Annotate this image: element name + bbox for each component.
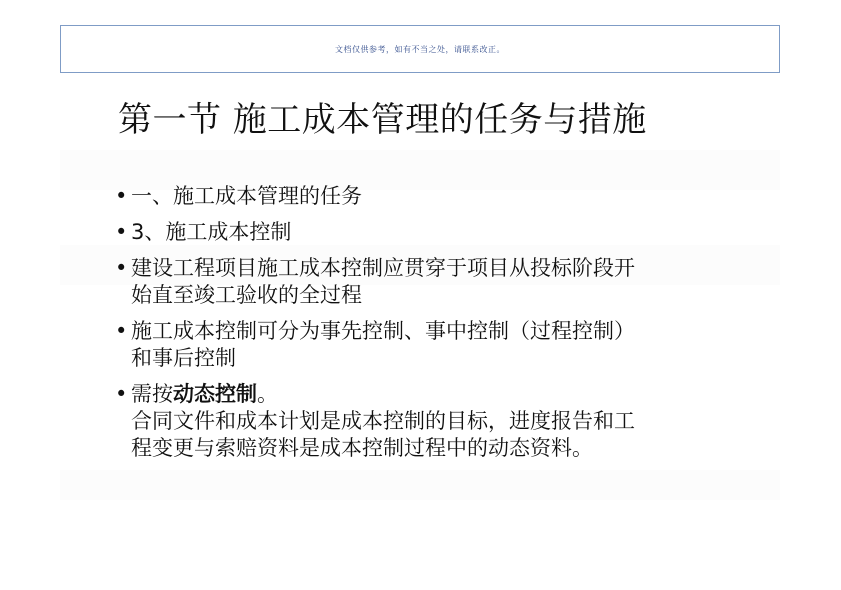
bullet-text: 3、施工成本控制 — [131, 220, 292, 244]
bullet-icon: • — [115, 184, 128, 208]
bullet-text-line: 施工成本控制可分为事先控制、事中控制（过程控制） — [131, 319, 635, 343]
bullet-icon: • — [115, 256, 128, 280]
bullet-text-line: 和事后控制 — [131, 346, 236, 370]
bullet-text: 一、施工成本管理的任务 — [131, 184, 362, 208]
bullet-icon: • — [115, 319, 128, 343]
bullet-item — [113, 318, 733, 372]
header-disclaimer-text: 文档仅供参考，如有不当之处，请联系改正。 — [335, 45, 505, 54]
bullet-text-line — [131, 381, 733, 408]
bullet-text-emphasis: 动态控制 — [173, 382, 257, 406]
bullet-item — [113, 183, 733, 210]
bullet-text-line: 程变更与索赔资料是成本控制过程中的动态资料。 — [131, 436, 593, 460]
bullet-icon: • — [115, 220, 128, 244]
document-header-box — [60, 25, 780, 73]
bullet-list — [113, 183, 733, 471]
bullet-text-suffix: 。 — [257, 382, 278, 406]
slide-title: 第一节 施工成本管理的任务与措施 — [118, 100, 647, 140]
background-band — [60, 470, 780, 500]
bullet-text-line: 合同文件和成本计划是成本控制的目标，进度报告和工 — [131, 409, 635, 433]
bullet-item — [113, 219, 733, 246]
bullet-item — [113, 381, 733, 462]
bullet-text-prefix: 需按 — [131, 382, 173, 406]
bullet-icon: • — [115, 382, 128, 406]
bullet-text-line: 始直至竣工验收的全过程 — [131, 283, 362, 307]
bullet-item — [113, 255, 733, 309]
bullet-text-line: 建设工程项目施工成本控制应贯穿于项目从投标阶段开 — [131, 256, 635, 280]
